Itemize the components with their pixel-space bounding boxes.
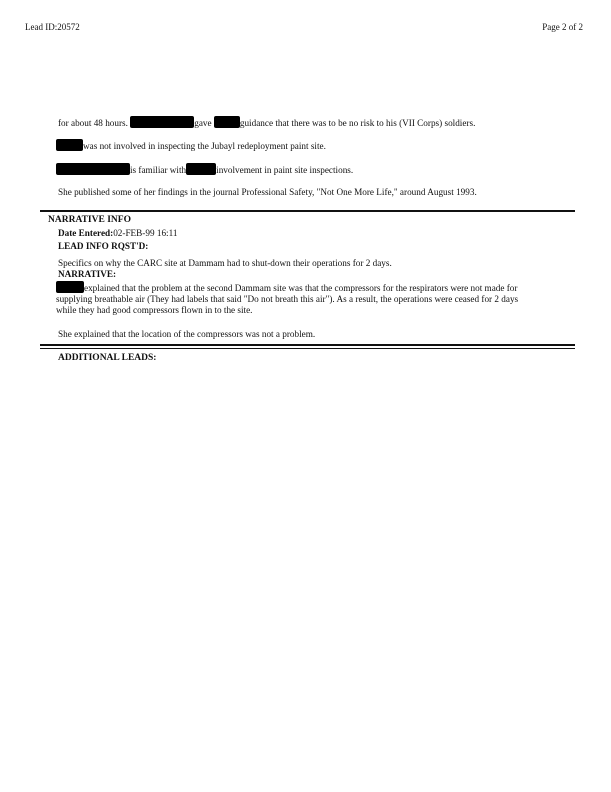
text-line-1-b: gave <box>194 118 212 128</box>
text-line-1-c: guidance that there was to be no risk to his (VII Corps) soldiers. <box>239 118 476 128</box>
narrative-label: NARRATIVE: <box>58 269 117 279</box>
section-divider <box>40 348 575 349</box>
text-line-1 <box>58 116 475 129</box>
text-line-2-text: was not involved in inspecting the Jubayl redeployment paint site. <box>83 141 326 151</box>
date-entered-value: 02-FEB-99 16:11 <box>113 228 178 238</box>
date-entered <box>58 228 177 238</box>
redaction-block <box>56 139 83 151</box>
narrative-info-heading: NARRATIVE INFO <box>48 215 131 225</box>
text-line-3-b: involvement in paint site inspections. <box>216 165 354 175</box>
text-line-4: She published some of her findings in the journal Professional Safety, "Not One More Life," around August 1993. <box>58 187 477 197</box>
page-number: Page 2 of 2 <box>542 22 583 32</box>
narrative-paragraph-2: She explained that the location of the compressors was not a problem. <box>58 329 316 339</box>
section-divider <box>40 210 575 212</box>
redaction-block <box>56 163 130 175</box>
lead-info-rqst-label: LEAD INFO RQST'D: <box>58 241 149 251</box>
text-line-1-a: for about 48 hours. <box>58 118 128 128</box>
narrative-paragraph-1-text: explained that the problem at the second Dammam site was that the compressors for the respirators were not made for supplying breathable air (They had labels that said "Do not breath this air"). As a result, the operations were ceased for 2 days while they had good compressors flown in to the site. <box>56 283 519 315</box>
lead-info-rqst-text: Specifics on why the CARC site at Dammam had to shut-down their operations for 2 days. <box>58 258 392 268</box>
section-divider <box>40 344 575 346</box>
additional-leads-heading: ADDITIONAL LEADS: <box>58 353 157 363</box>
text-line-2 <box>56 139 326 152</box>
redaction-block <box>214 116 240 128</box>
date-entered-label: Date Entered: <box>58 228 114 238</box>
narrative-paragraph-1 <box>56 281 536 316</box>
redaction-block <box>186 163 216 175</box>
redaction-block <box>56 281 84 293</box>
lead-id: Lead ID:20572 <box>25 22 80 32</box>
text-line-3-a: is familiar with <box>130 165 187 175</box>
redaction-block <box>130 116 194 128</box>
text-line-3 <box>56 163 353 176</box>
